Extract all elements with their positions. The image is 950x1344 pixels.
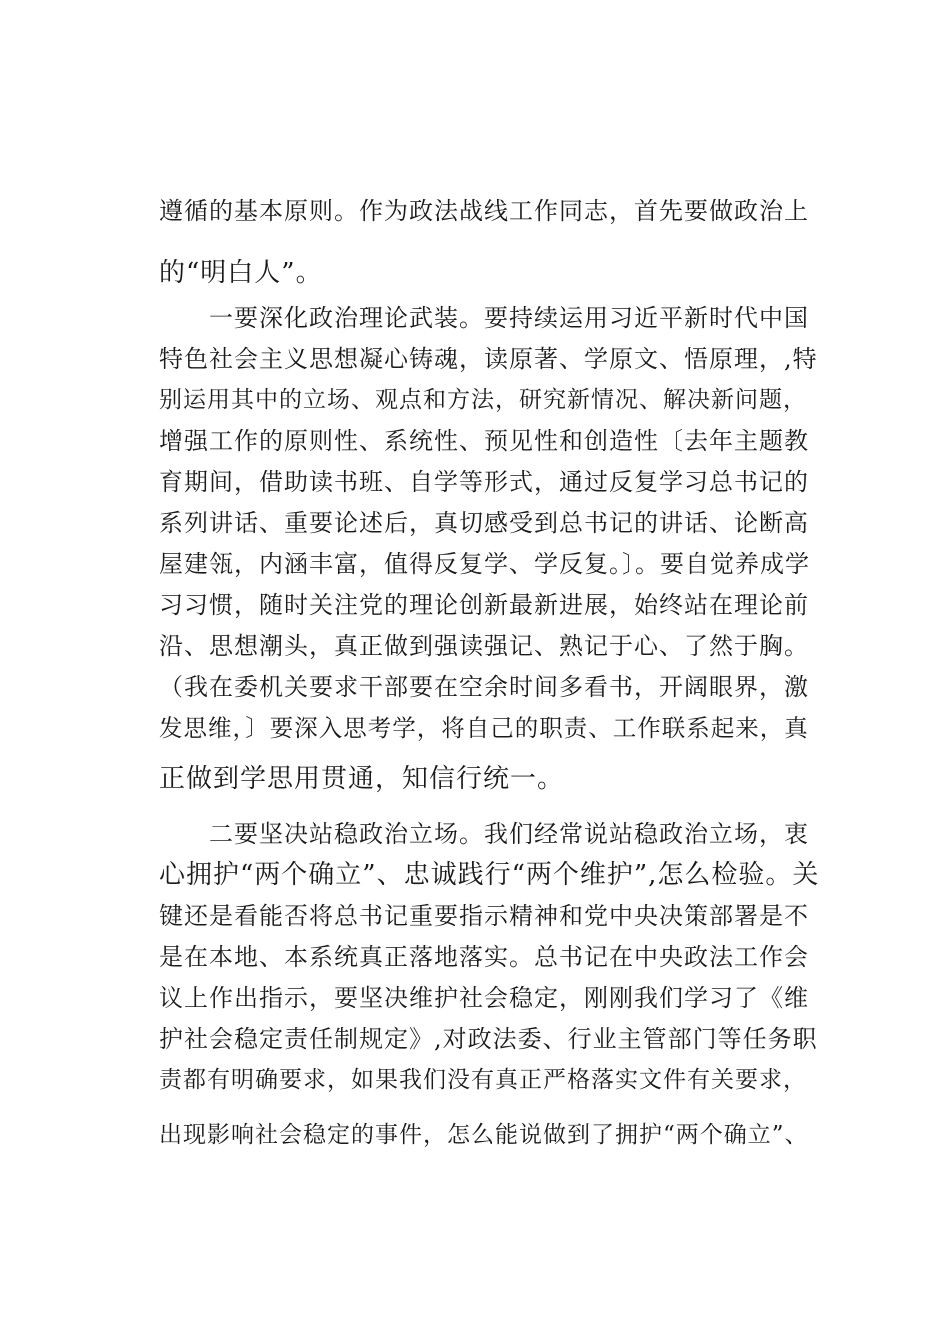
text-line: 习习惯，随时关注党的理论创新最新进展，始终站在理论前 — [159, 591, 809, 619]
text-line: 议上作出指示，要坚决维护社会稳定，刚刚我们学习了《维 — [159, 984, 809, 1012]
text-line: 发思维，〕要深入思考学，将自己的职责、工作联系起来，真 — [159, 714, 809, 742]
text-line: 是在本地、本系统真正落地落实。总书记在中央政法工作会 — [159, 943, 809, 971]
text-line: 心拥护“两个确立”、忠诚践行“两个维护”,怎么检验。关 — [159, 860, 820, 890]
text-line: 系列讲话、重要论述后，真切感受到总书记的讲话、论断高 — [159, 509, 809, 537]
text-line: 的“明白人”。 — [159, 258, 323, 288]
text-line: 出现影响社会稳定的事件，怎么能说做到了拥护“两个确立”、 — [159, 1122, 809, 1148]
text-line: 键还是看能否将总书记重要指示精神和党中央决策部署是不 — [159, 902, 809, 930]
paragraph-1-line: 一要深化政治理论武装。要持续运用习近平新时代中国 — [159, 304, 809, 332]
text-line: 遵循的基本原则。作为政法战线工作同志，首先要做政治上 — [159, 197, 809, 225]
text-line: 沿、思想潮头，真正做到强读强记、熟记于心、了然于胸。 — [159, 632, 809, 660]
paragraph-2-line: 二要坚决站稳政治立场。我们经常说站稳政治立场，衷 — [159, 820, 809, 848]
text-line: （我在委机关要求干部要在空余时间多看书，开阔眼界，激 — [159, 673, 809, 701]
text-line: 责都有明确要求，如果我们没有真正严格落实文件有关要求， — [159, 1067, 807, 1093]
text-line: 育期间，借助读书班、自学等形式，通过反复学习总书记的 — [159, 468, 809, 496]
text-line: 增强工作的原则性、系统性、预见性和创造性〔去年主题教 — [159, 427, 809, 455]
text-line: 护社会稳定责任制规定》,对政法委、行业主管部门等任务职 — [159, 1025, 818, 1053]
text-line: 特色社会主义思想凝心铸魂，读原著、学原文、悟原理，,特 — [159, 345, 818, 373]
text-line: 别运用其中的立场、观点和方法，研究新情况、解决新问题， — [159, 387, 807, 413]
text-line: 屋建瓴，内涵丰富，值得反复学、学反复。〕。要自觉养成学 — [159, 550, 810, 578]
text-line: 正做到学思用贯通，知信行统一。 — [159, 764, 565, 794]
